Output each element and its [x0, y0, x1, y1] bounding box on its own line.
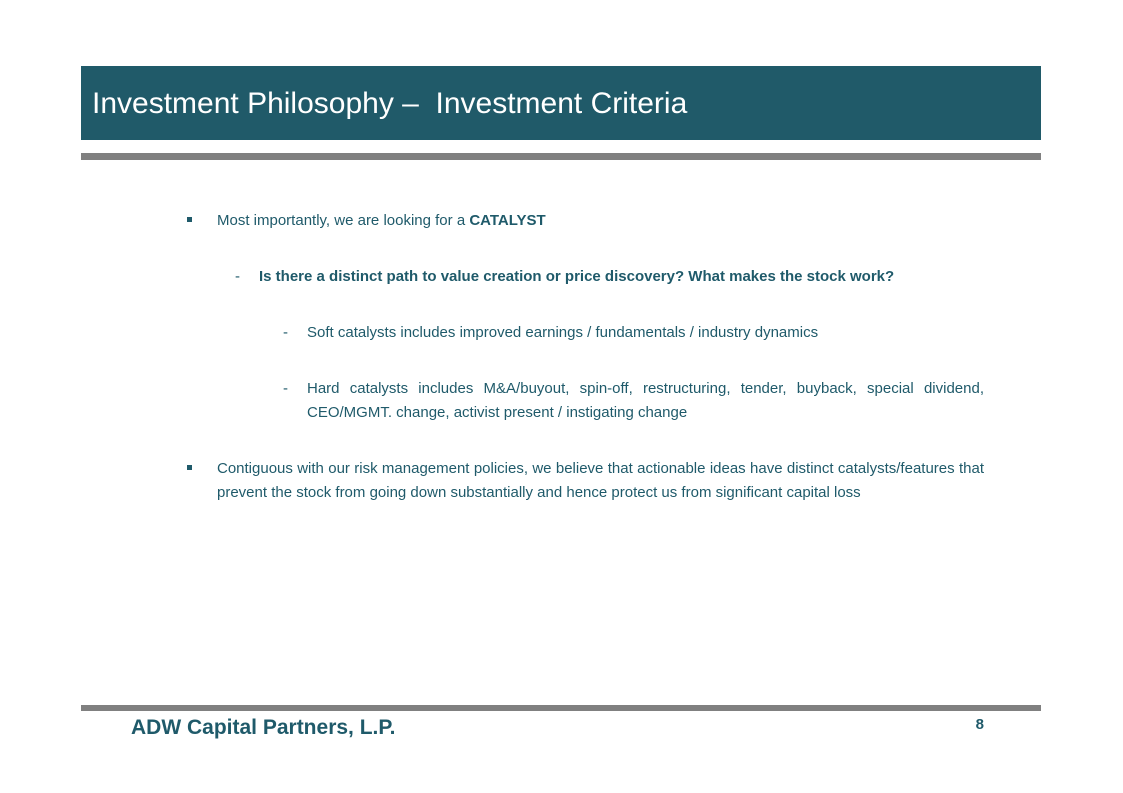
square-bullet-icon: [187, 465, 192, 470]
company-name: ADW Capital Partners, L.P.: [131, 716, 396, 739]
slide-title: Investment Philosophy – Investment Criteria: [92, 87, 688, 120]
page-number: 8: [975, 716, 984, 733]
sub-item-value-creation-text: Is there a distinct path to value creation or price discovery? What makes the stock work?: [259, 268, 895, 285]
bullet-catalyst-emphasis: CATALYST: [469, 212, 546, 229]
sub-item-soft-catalysts: Soft catalysts includes improved earnings / fundamentals / industry dynamics: [307, 324, 819, 341]
dash-marker: -: [235, 268, 240, 285]
bullet-catalyst-text: Most importantly, we are looking for a: [217, 212, 470, 229]
square-bullet-icon: [187, 217, 192, 222]
bullet-catalyst: [217, 209, 987, 233]
bullet-risk-management: Contiguous with our risk management policies, we believe that actionable ideas have distinct catalysts/features that prevent the stock from going down substantially and hence protect us from significant capital loss: [217, 460, 984, 501]
sub-item-hard-catalysts: Hard catalysts includes M&A/buyout, spin-off, restructuring, tender, buyback, special dividend, CEO/MGMT. change, activist present / instigating change: [307, 380, 984, 421]
dash-marker: -: [283, 324, 288, 341]
footer-divider: [81, 705, 1041, 711]
sub-item-value-creation: [259, 265, 984, 289]
dash-marker: -: [283, 380, 288, 397]
